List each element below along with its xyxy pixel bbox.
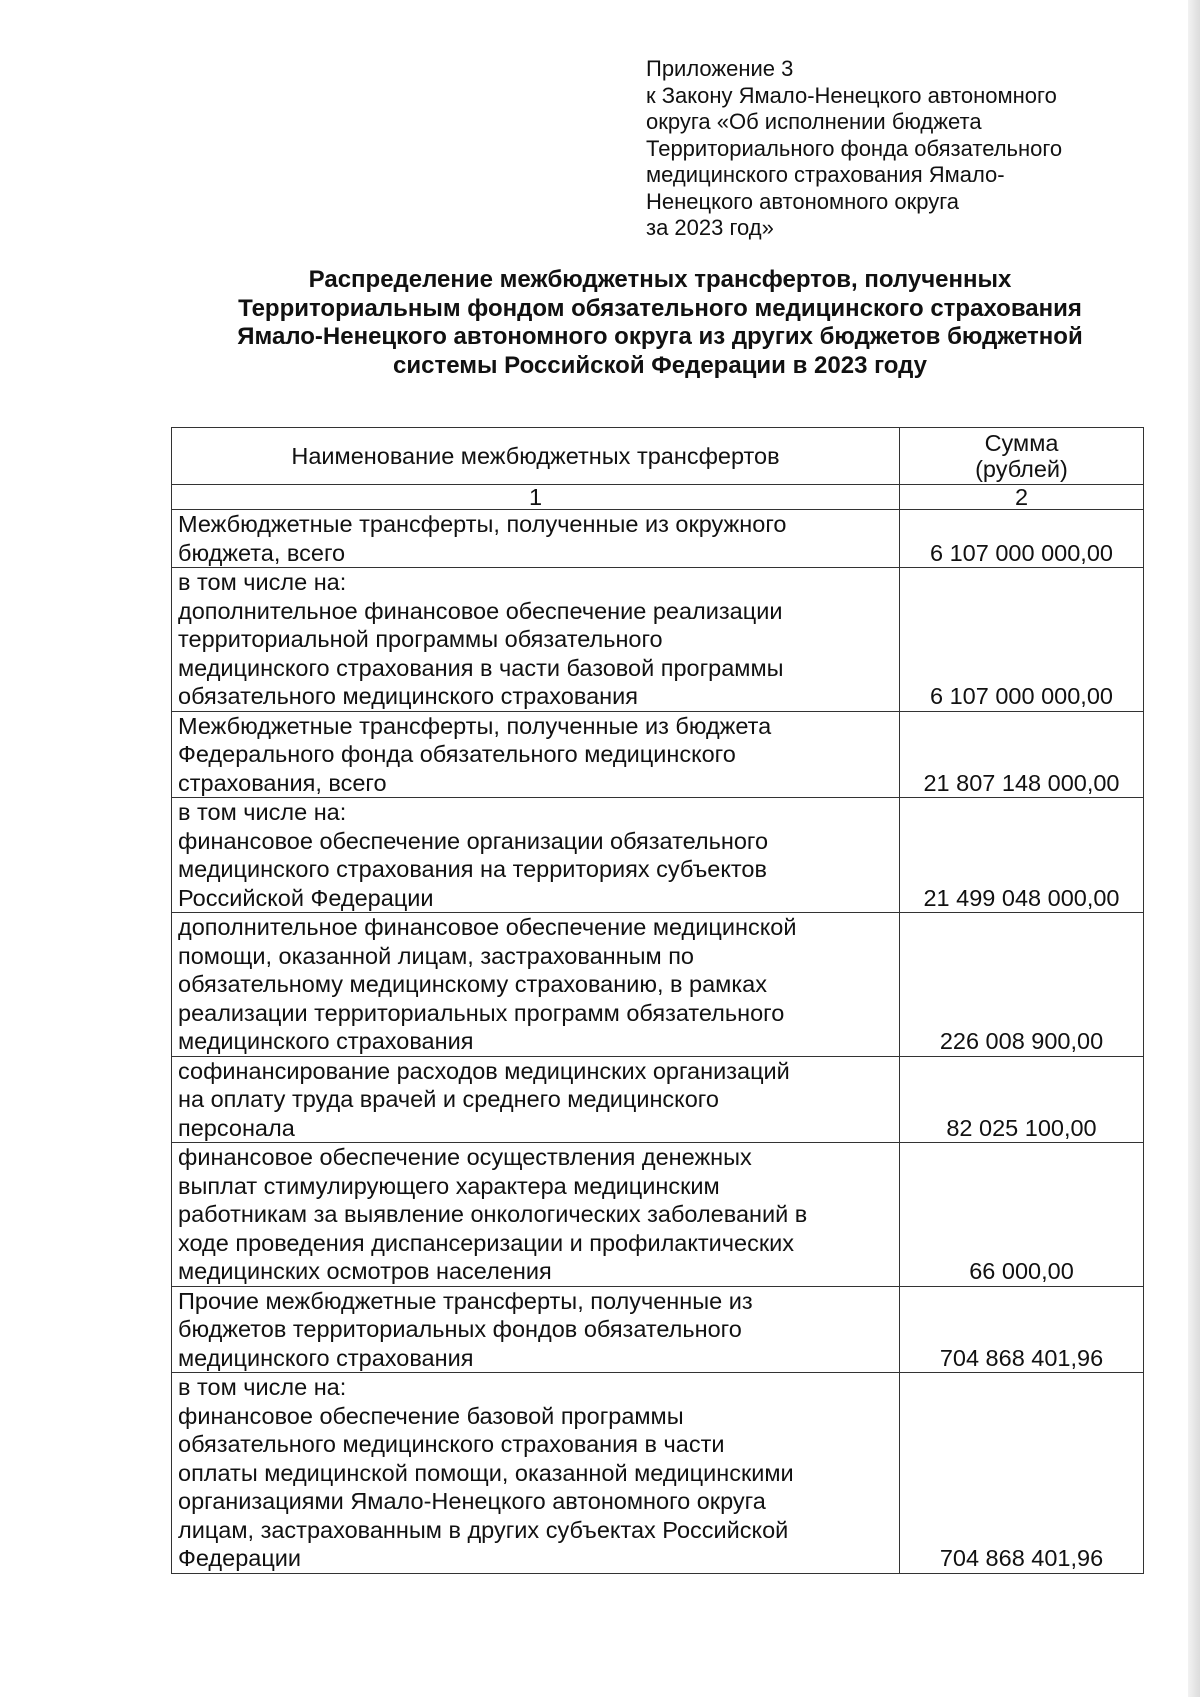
title-line: системы Российской Федерации в 2023 году: [393, 351, 927, 379]
transfers-table: [171, 427, 1144, 1574]
column-number-1: 1: [172, 485, 900, 510]
table-row: [172, 568, 1144, 712]
row-name-line: персонала: [178, 1114, 295, 1141]
row-name: [172, 711, 900, 798]
title-line: Распределение межбюджетных трансфертов, полученных: [308, 266, 1012, 293]
document-title: [160, 266, 1160, 380]
row-name-line: в том числе на:: [178, 799, 347, 825]
row-name-line: софинансирование расходов медицинских организаций: [178, 1057, 790, 1084]
appendix-line: за 2023 год»: [646, 215, 774, 240]
row-name-line: медицинского страхования: [178, 1028, 474, 1054]
row-name-line: финансовое обеспечение организации обязательного: [178, 827, 769, 854]
appendix-line: округа «Об исполнении бюджета: [646, 109, 982, 134]
row-name-line: помощи, оказанной лицам, застрахованным по: [178, 942, 694, 969]
row-name-line: дополнительное финансовое обеспечение медицинской: [178, 914, 797, 940]
row-name: [172, 1286, 900, 1373]
row-name-line: бюджета, всего: [178, 539, 346, 566]
header-sum-unit: (рублей): [975, 456, 1068, 482]
header-sum: [900, 428, 1144, 485]
appendix-note: [646, 56, 1146, 242]
table-row: [172, 510, 1144, 568]
row-name-line: оплаты медицинской помощи, оказанной медицинскими: [178, 1459, 794, 1486]
header-sum-line: Сумма: [984, 430, 1059, 456]
row-name-line: медицинского страхования на территориях субъектов: [178, 856, 767, 882]
table-row: [172, 1143, 1144, 1287]
page-edge-shadow: [1188, 0, 1200, 1697]
appendix-line: Ненецкого автономного округа: [646, 188, 960, 214]
row-name-line: медицинских осмотров населения: [178, 1258, 552, 1284]
row-amount: 226 008 900,00: [900, 913, 1144, 1057]
row-name-line: Межбюджетные трансферты, полученные из бюджета: [178, 712, 772, 739]
table-row: [172, 711, 1144, 798]
row-name: [172, 1373, 900, 1574]
row-name-line: на оплату труда врачей и среднего медицинского: [178, 1086, 719, 1112]
appendix-line: Приложение 3: [646, 56, 794, 81]
row-amount: 704 868 401,96: [900, 1373, 1144, 1574]
table-row: [172, 798, 1144, 913]
row-amount: 6 107 000 000,00: [900, 510, 1144, 568]
row-name-line: страхования, всего: [178, 769, 387, 796]
row-name-line: финансовое обеспечение осуществления денежных: [178, 1144, 752, 1170]
row-name-line: организациями Ямало-Ненецкого автономного округа: [178, 1488, 766, 1514]
row-amount: 21 499 048 000,00: [900, 798, 1144, 913]
row-amount: 704 868 401,96: [900, 1286, 1144, 1373]
row-name-line: в том числе на:: [178, 569, 347, 595]
row-name-line: в том числе на:: [178, 1374, 347, 1400]
table-body: [172, 510, 1144, 1574]
table-row: [172, 913, 1144, 1057]
row-name-line: медицинского страхования в части базовой программы: [178, 654, 784, 681]
row-name-line: обязательного медицинского страхования: [178, 683, 638, 709]
title-line: Территориальным фондом обязательного медицинского страхования: [238, 294, 1082, 322]
row-name-line: Российской Федерации: [178, 884, 434, 911]
row-name-line: медицинского страхования: [178, 1344, 474, 1371]
table-header-row: [172, 428, 1144, 485]
row-name-line: Межбюджетные трансферты, полученные из окружного: [178, 511, 787, 537]
row-amount: 6 107 000 000,00: [900, 568, 1144, 712]
row-name: [172, 913, 900, 1057]
row-name-line: работникам за выявление онкологических заболеваний в: [178, 1201, 808, 1227]
row-name-line: Прочие межбюджетные трансферты, полученные из: [178, 1287, 753, 1314]
row-name-line: финансовое обеспечение базовой программы: [178, 1402, 684, 1429]
row-name-line: дополнительное финансовое обеспечение реализации: [178, 597, 783, 624]
row-name-line: выплат стимулирующего характера медицинским: [178, 1172, 720, 1199]
title-line: Ямало-Ненецкого автономного округа из других бюджетов бюджетной: [237, 323, 1083, 350]
table-row: [172, 1373, 1144, 1574]
row-name: [172, 510, 900, 568]
appendix-line: Территориального фонда обязательного: [646, 135, 1063, 161]
table-row: [172, 1286, 1144, 1373]
appendix-line: к Закону Ямало-Ненецкого автономного: [646, 82, 1057, 108]
row-name: [172, 798, 900, 913]
row-name-line: ходе проведения диспансеризации и профилактических: [178, 1229, 795, 1256]
column-number-2: 2: [900, 485, 1144, 510]
row-amount: 21 807 148 000,00: [900, 711, 1144, 798]
row-name-line: территориальной программы обязательного: [178, 626, 663, 652]
row-name-line: бюджетов территориальных фондов обязательного: [178, 1316, 742, 1342]
row-name: [172, 568, 900, 712]
row-name-line: обязательного медицинского страхования в части: [178, 1431, 725, 1457]
row-name-line: Федерации: [178, 1545, 302, 1571]
row-name: [172, 1056, 900, 1143]
table-row: [172, 1056, 1144, 1143]
appendix-line: медицинского страхования Ямало-: [646, 162, 1005, 187]
row-name-line: лицам, застрахованным в других субъектах Российской: [178, 1516, 789, 1543]
row-amount: 82 025 100,00: [900, 1056, 1144, 1143]
column-number-row: [172, 485, 1144, 510]
row-name-line: Федерального фонда обязательного медицинского: [178, 741, 736, 767]
row-name-line: обязательному медицинскому страхованию, в рамках: [178, 971, 767, 997]
row-name-line: реализации территориальных программ обязательного: [178, 999, 785, 1026]
row-amount: 66 000,00: [900, 1143, 1144, 1287]
header-name: Наименование межбюджетных трансфертов: [172, 428, 900, 485]
row-name: [172, 1143, 900, 1287]
